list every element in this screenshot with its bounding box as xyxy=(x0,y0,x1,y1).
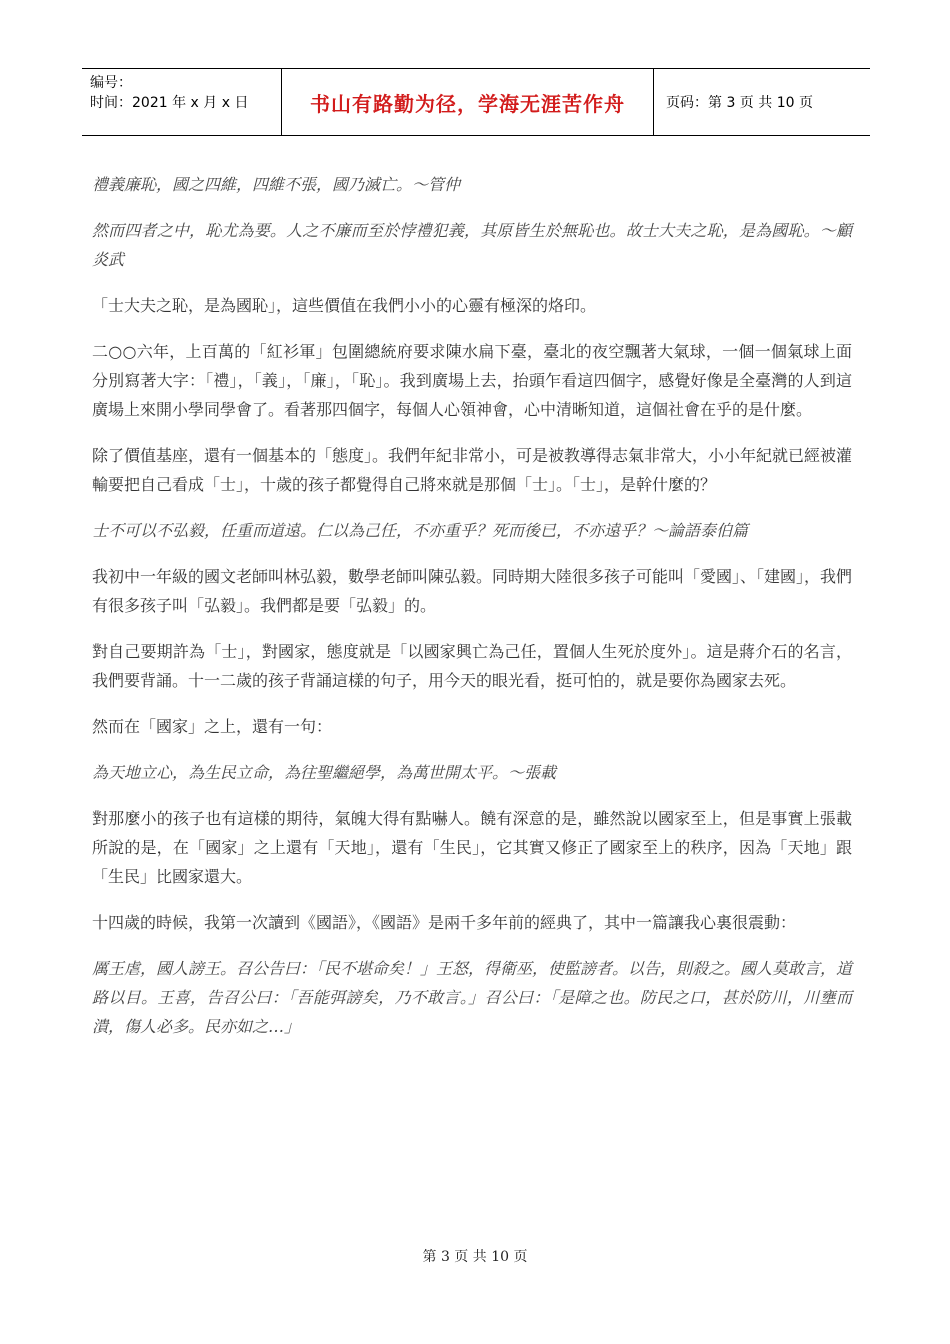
body-paragraph: 除了價值基座，還有一個基本的「態度」。我們年紀非常小，可是被教導得志氣非常大，小小年紀就已經被灌輸要把自己看成「士」，十歲的孩子都覺得自己將來就是那個「士」。「士」，是幹什麼的？ xyxy=(92,446,853,494)
body-paragraph: 然而在「國家」之上，還有一句： xyxy=(92,717,333,736)
page-header xyxy=(82,68,870,136)
quote-paragraph: 士不可以不弘毅，任重而道遠。仁以為己任，不亦重乎？死而後已，不亦遠乎？～論語泰伯篇 xyxy=(92,521,749,540)
document-body xyxy=(92,170,852,1058)
quote-paragraph: 然而四者之中，恥尤為要。人之不廉而至於悖禮犯義，其原皆生於無恥也。故士大夫之恥，是為國恥。～顧炎武 xyxy=(92,221,852,269)
time-label: 时间：2021 年 x 月 x 日 xyxy=(90,95,249,111)
body-paragraph: 對自己要期許為「士」，對國家，態度就是「以國家興亡為己任，置個人生死於度外」。這是蔣介石的名言，我們要背誦。十一二歲的孩子背誦這樣的句子，用今天的眼光看，挺可怕的，就是要你為國家去死。 xyxy=(92,642,852,690)
header-meta xyxy=(82,69,282,135)
header-motto: 书山有路勤为径，学海无涯苦作舟 xyxy=(282,69,654,135)
header-page-number: 页码：第 3 页 共 10 页 xyxy=(666,95,813,111)
body-paragraph: 「士大夫之恥，是為國恥」，這些價值在我們小小的心靈有極深的烙印。 xyxy=(92,296,597,315)
quote-paragraph: 為天地立心，為生民立命，為往聖繼絕學，為萬世開太平。～張載 xyxy=(92,763,557,782)
body-paragraph: 二○○六年，上百萬的「紅衫軍」包圍總統府要求陳水扁下臺，臺北的夜空飄著大氣球，一個一個氣球上面分別寫著大字：「禮」，「義」，「廉」，「恥」。我到廣場上去，抬頭乍看這四個字，感覺好像是全臺灣的人到這廣場上來開小學同學會了。看著那四個字，每個人心領神會，心中清晰知道，這個社會在乎的是什麼。 xyxy=(92,342,852,419)
quote-paragraph: 禮義廉恥，國之四維，四維不張，國乃滅亡。～管仲 xyxy=(92,175,461,194)
code-label: 编号： xyxy=(90,75,132,91)
quote-paragraph: 厲王虐，國人謗王。召公告曰：「民不堪命矣！」王怒，得衛巫，使監謗者。以告，則殺之。國人莫敢言，道路以目。王喜，告召公曰：「吾能弭謗矣，乃不敢言。」召公曰：「是障之也。防民之口，甚於防川，川壅而潰，傷人必多。民亦如之…」 xyxy=(92,959,853,1036)
body-paragraph: 我初中一年級的國文老師叫林弘毅，數學老師叫陳弘毅。同時期大陸很多孩子可能叫「愛國」、「建國」，我們有很多孩子叫「弘毅」。我們都是要「弘毅」的。 xyxy=(92,567,853,615)
body-paragraph: 十四歲的時候，我第一次讀到《國語》，《國語》是兩千多年前的經典了，其中一篇讓我心裏很震動： xyxy=(92,913,797,932)
page-footer: 第 3 页 共 10 页 xyxy=(422,1249,528,1265)
body-paragraph: 對那麼小的孩子也有這樣的期待，氣魄大得有點嚇人。饒有深意的是，雖然說以國家至上，但是事實上張載所說的是，在「國家」之上還有「天地」，還有「生民」，它其實又修正了國家至上的秩序，因為「天地」跟「生民」比國家還大。 xyxy=(92,809,852,886)
